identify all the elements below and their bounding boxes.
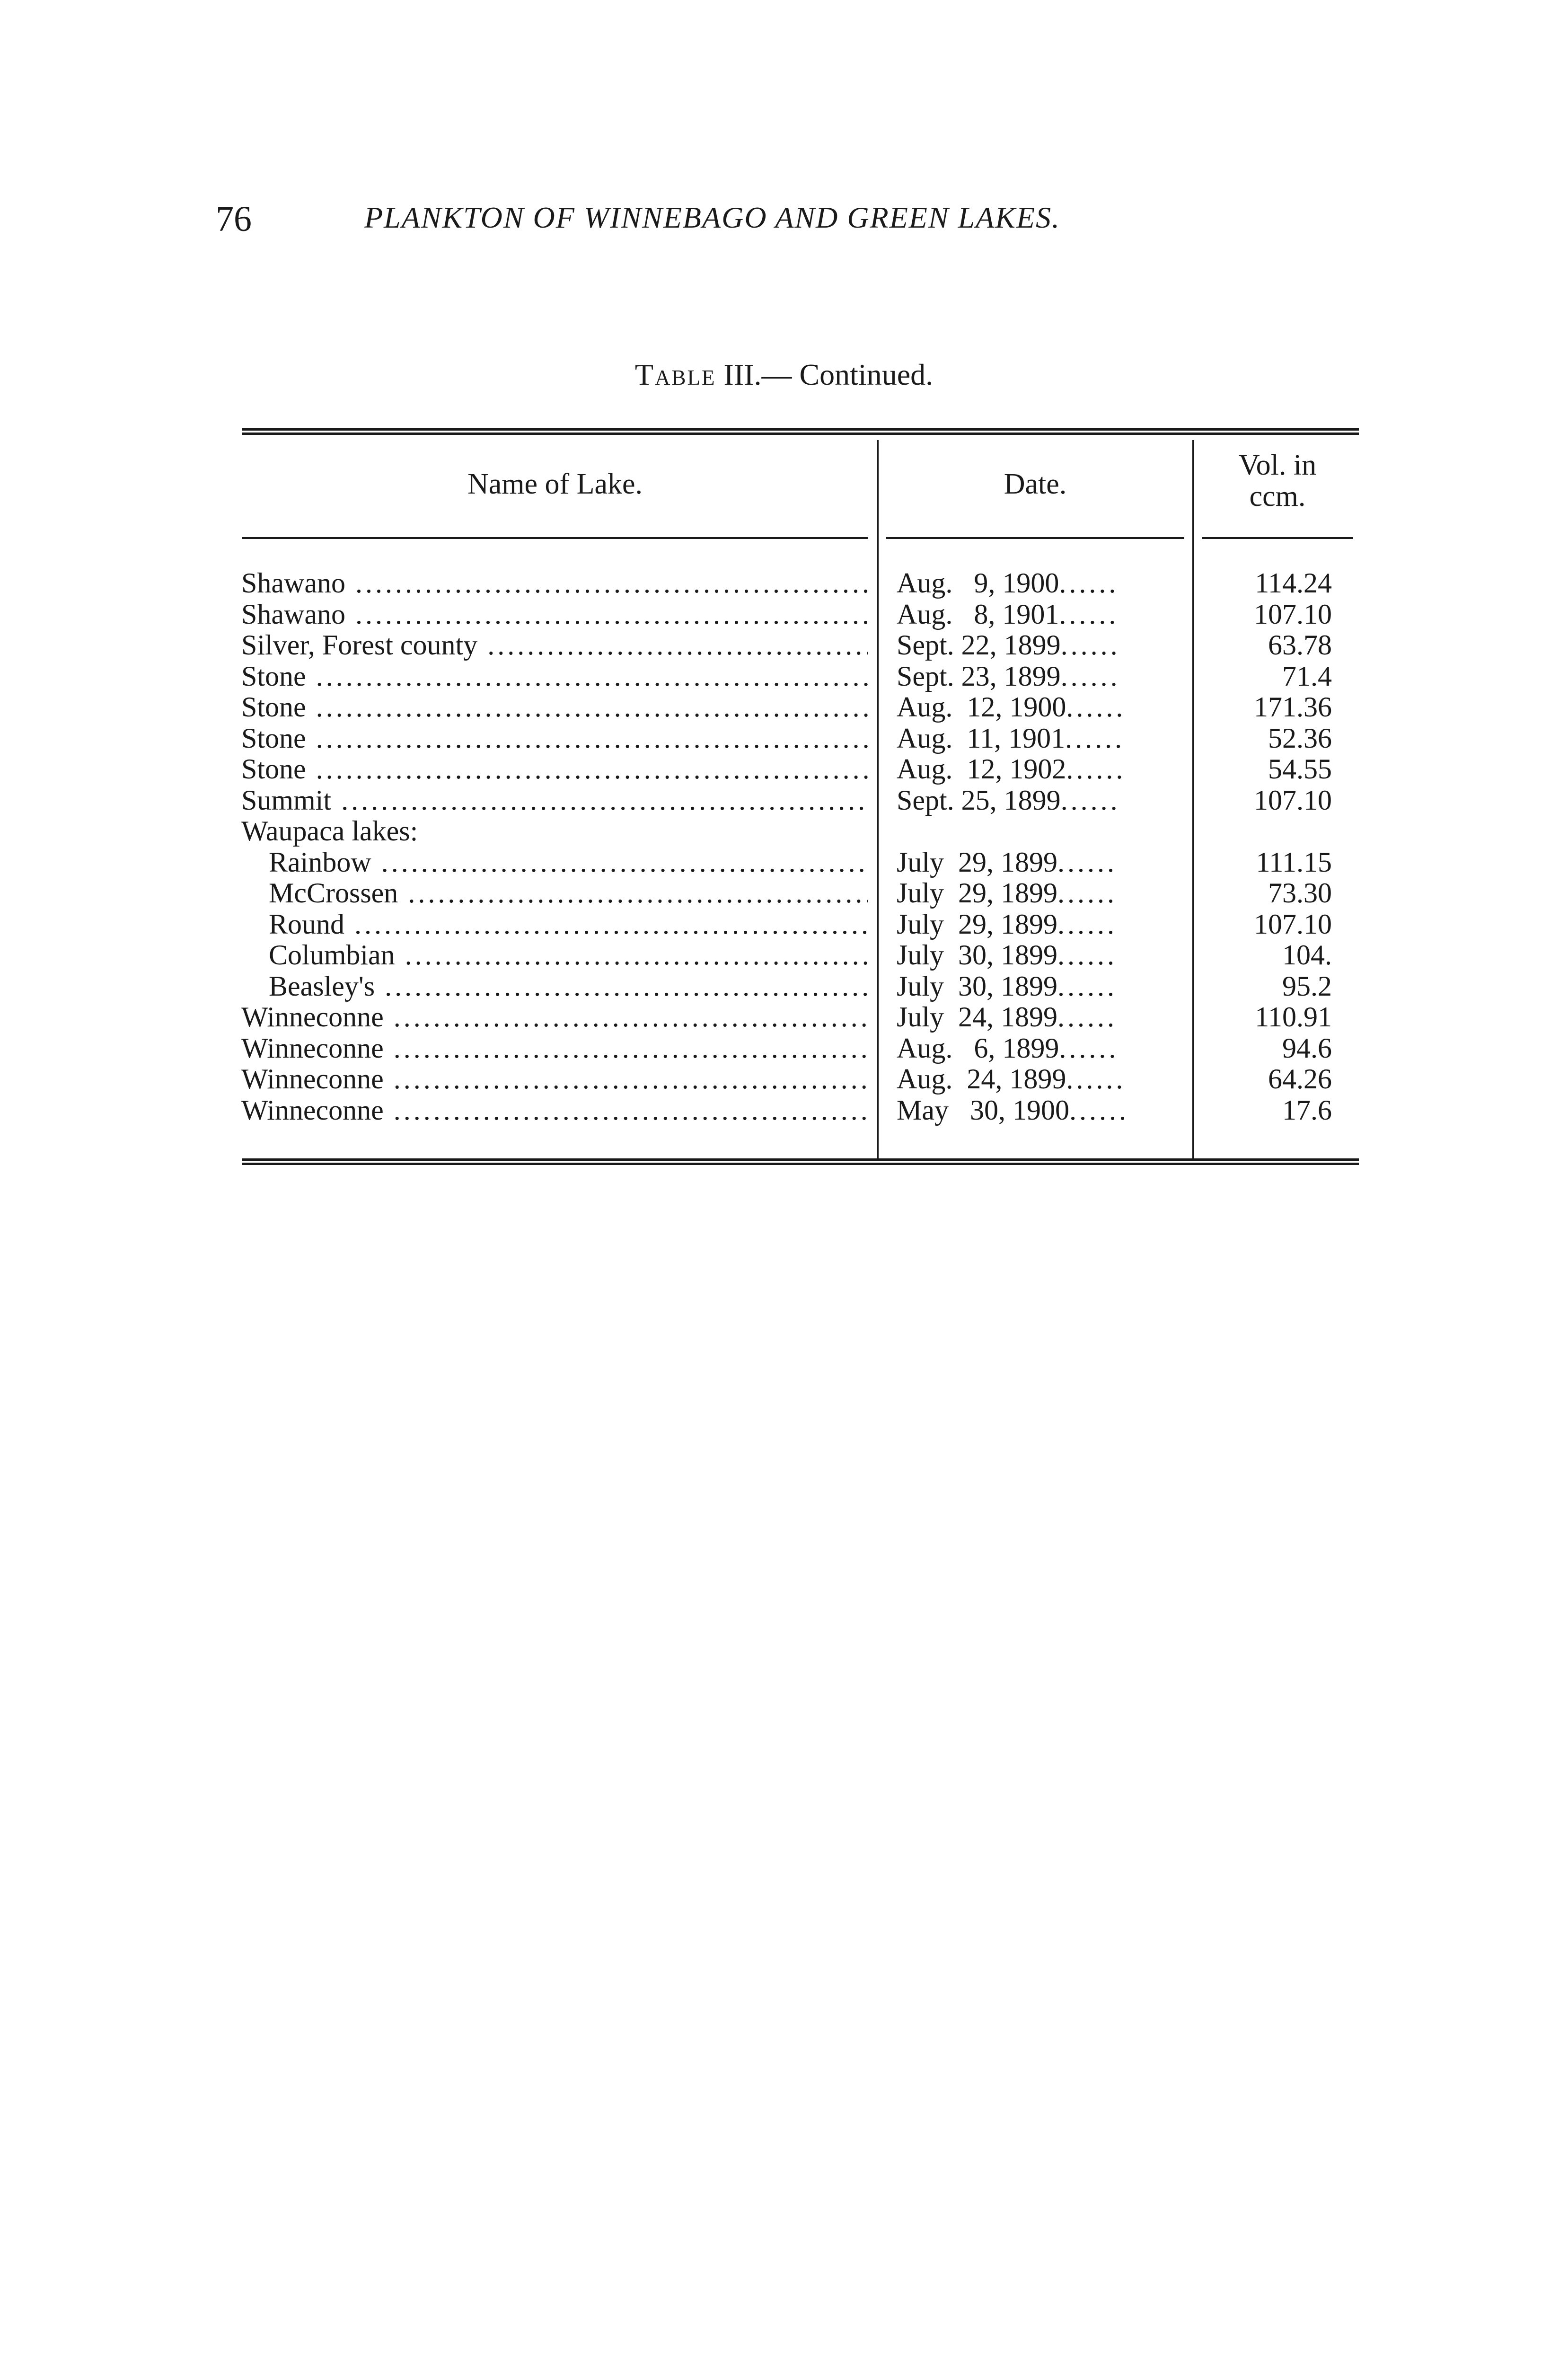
volume-value: 107.10 — [1254, 598, 1332, 630]
volume-value: 63.78 — [1268, 629, 1332, 661]
column-header-volume — [1202, 450, 1353, 512]
column-header-volume-line1: Vol. in — [1238, 449, 1317, 481]
sample-date: Aug. 24, 1899 ...... — [897, 1064, 1185, 1095]
table-title-label: Table — [634, 358, 716, 391]
table-row — [0, 847, 1568, 878]
table-row — [0, 692, 1568, 723]
sample-date: July 29, 1899 ...... — [897, 878, 1185, 909]
table-row — [0, 1033, 1568, 1064]
lake-name: Silver, Forest county ..... — [241, 630, 868, 661]
volume-value: 107.10 — [1254, 784, 1332, 816]
lake-name: Winneconne ..... — [241, 1095, 868, 1126]
table-row — [0, 971, 1568, 1002]
table-row — [0, 909, 1568, 940]
sample-date: July 30, 1899 ...... — [897, 971, 1185, 1002]
table-row — [0, 568, 1568, 599]
table-title — [0, 360, 1568, 390]
sample-date: May 30, 1900 ...... — [897, 1095, 1185, 1126]
table-row — [0, 940, 1568, 971]
volume-value: 110.91 — [1255, 1001, 1332, 1033]
sample-date: July 29, 1899 ...... — [897, 909, 1185, 940]
sample-date: Aug. 12, 1902 ...... — [897, 754, 1185, 785]
header-underline — [1202, 537, 1353, 539]
lake-name: Stone ..... — [241, 754, 868, 785]
sample-date: Aug. 8, 1901 ...... — [897, 599, 1185, 630]
volume-value: 107.10 — [1254, 908, 1332, 940]
lake-group-name: Waupaca lakes: — [241, 816, 418, 847]
table-row — [0, 630, 1568, 661]
table-row — [0, 1095, 1568, 1126]
lake-name: Columbian ..... — [269, 940, 868, 971]
volume-value: 94.6 — [1282, 1032, 1332, 1064]
volume-value: 111.15 — [1256, 846, 1332, 878]
lake-name: McCrossen ..... — [269, 878, 868, 909]
table-group-row — [0, 816, 1568, 847]
table-row — [0, 1002, 1568, 1033]
sample-date: Sept. 23, 1899 ...... — [897, 661, 1185, 692]
table-row — [0, 661, 1568, 692]
lake-name: Shawano ..... — [241, 568, 868, 599]
sample-date: Aug. 12, 1900 ...... — [897, 692, 1185, 723]
header-underline — [242, 537, 868, 539]
lake-name: Winneconne ..... — [241, 1064, 868, 1095]
table-top-rule — [242, 428, 1359, 435]
table-row — [0, 754, 1568, 785]
column-header-date: Date. — [1004, 468, 1067, 500]
volume-value: 104. — [1282, 939, 1332, 971]
volume-value: 17.6 — [1282, 1094, 1332, 1126]
table-row — [0, 878, 1568, 909]
lake-name: Round ..... — [269, 909, 868, 940]
table-row — [0, 1064, 1568, 1095]
lake-name: Summit ..... — [241, 785, 868, 816]
lake-name: Rainbow ..... — [269, 847, 868, 878]
lake-name: Winneconne ..... — [241, 1033, 868, 1064]
table-bottom-rule — [242, 1158, 1359, 1165]
volume-value: 114.24 — [1255, 567, 1332, 599]
column-header-name: Name of Lake. — [467, 468, 643, 500]
sample-date: July 30, 1899 ...... — [897, 940, 1185, 971]
sample-date: July 29, 1899 ...... — [897, 847, 1185, 878]
page-number: 76 — [216, 199, 252, 239]
running-head: PLANKTON OF WINNEBAGO AND GREEN LAKES. — [364, 201, 1061, 234]
volume-value: 73.30 — [1268, 877, 1332, 909]
sample-date: Aug. 11, 1901 ...... — [897, 723, 1185, 754]
header-underline — [886, 537, 1184, 539]
lake-name: Stone ..... — [241, 661, 868, 692]
lake-name: Beasley's ..... — [269, 971, 868, 1002]
volume-value: 64.26 — [1268, 1063, 1332, 1095]
sample-date: Sept. 25, 1899 ...... — [897, 785, 1185, 816]
sample-date: Aug. 9, 1900 ...... — [897, 568, 1185, 599]
volume-value: 71.4 — [1282, 660, 1332, 692]
lake-name: Shawano ..... — [241, 599, 868, 630]
table-body — [0, 568, 1568, 1126]
table-row — [0, 785, 1568, 816]
sample-date: July 24, 1899 ...... — [897, 1002, 1185, 1033]
sample-date: Sept. 22, 1899 ...... — [897, 630, 1185, 661]
volume-value: 54.55 — [1268, 753, 1332, 785]
lake-name: Stone ..... — [241, 692, 868, 723]
volume-value: 95.2 — [1282, 970, 1332, 1002]
volume-value: 171.36 — [1254, 691, 1332, 723]
table-title-number: III.— Continued. — [723, 358, 934, 391]
volume-value: 52.36 — [1268, 722, 1332, 754]
column-header-volume-line2: ccm. — [1249, 480, 1306, 512]
table-row — [0, 723, 1568, 754]
lake-name: Stone ..... — [241, 723, 868, 754]
sample-date: Aug. 6, 1899 ...... — [897, 1033, 1185, 1064]
lake-name: Winneconne ..... — [241, 1002, 868, 1033]
table-row — [0, 599, 1568, 630]
